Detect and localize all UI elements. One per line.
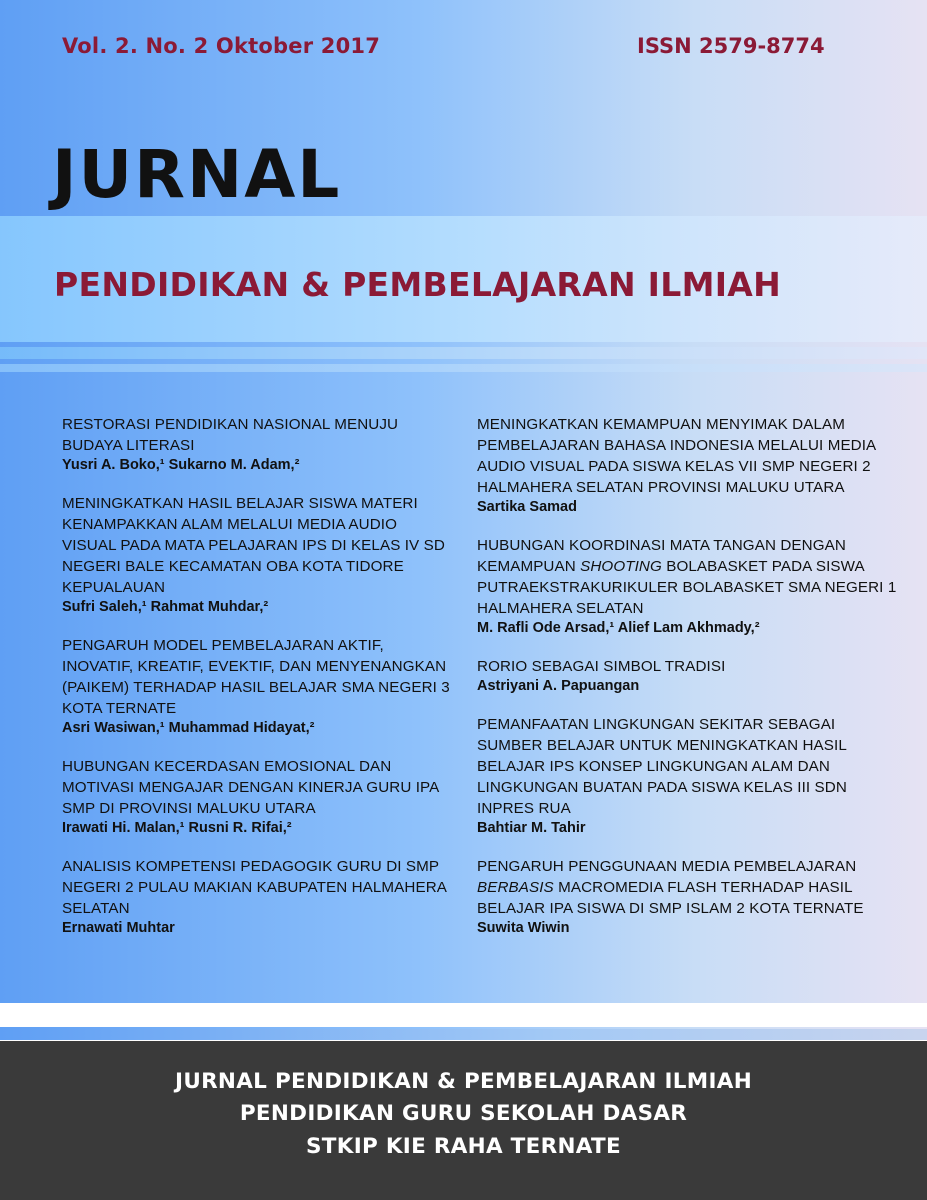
article-entry	[62, 493, 452, 617]
decorative-stripe	[0, 1003, 927, 1027]
journal-subtitle: PENDIDIKAN & PEMBELAJARAN ILMIAH	[54, 265, 782, 304]
contents-left-column	[62, 414, 452, 956]
article-authors: M. Rafli Ode Arsad,¹ Alief Lam Akhmady,²	[477, 620, 760, 636]
article-entry	[477, 414, 897, 517]
article-authors: Astriyani A. Papuangan	[477, 678, 640, 694]
article-title: MENINGKATKAN HASIL BELAJAR SISWA MATERI KENAMPAKKAN ALAM MELALUI MEDIA AUDIO VISUAL PADA MATA PELAJARAN IPS DI KELAS IV SD NEGERI BALE KECAMATAN OBA KOTA TIDORE KEPUALAUAN	[62, 495, 445, 596]
article-title: PENGARUH MODEL PEMBELAJARAN AKTIF, INOVATIF, KREATIF, EVEKTIF, DAN MENYENANGKAN (PAIKEM) TERHADAP HASIL BELAJAR SMA NEGERI 3 KOTA TERNATE	[62, 637, 450, 717]
article-entry	[62, 414, 452, 475]
article-title: PEMANFAATAN LINGKUNGAN SEKITAR SEBAGAI SUMBER BELAJAR UNTUK MENINGKATKAN HASIL BELAJAR IPS KONSEP LINGKUNGAN ALAM DAN LINGKUNGAN BUATAN PADA SISWA KELAS III SDN INPRES RUA	[477, 716, 847, 817]
article-authors: Yusri A. Boko,¹ Sukarno M. Adam,²	[62, 457, 300, 473]
article-title: HUBUNGAN KECERDASAN EMOSIONAL DAN MOTIVASI MENGAJAR DENGAN KINERJA GURU IPA SMP DI PROVINSI MALUKU UTARA	[62, 758, 439, 817]
journal-title: JURNAL	[52, 136, 342, 213]
article-entry	[62, 635, 452, 738]
article-title: MENINGKATKAN KEMAMPUAN MENYIMAK DALAM PEMBELAJARAN BAHASA INDONESIA MELALUI MEDIA AUDIO VISUAL PADA SISWA KELAS VII SMP NEGERI 2 HALMAHERA SELATAN PROVINSI MALUKU UTARA	[477, 416, 876, 496]
issn-number: ISSN 2579-8774	[637, 34, 825, 58]
article-title: ANALISIS KOMPETENSI PEDAGOGIK GURU DI SMP NEGERI 2 PULAU MAKIAN KABUPATEN HALMAHERA SELATAN	[62, 858, 447, 917]
article-authors: Irawati Hi. Malan,¹ Rusni R. Rifai,²	[62, 820, 292, 836]
decorative-stripe	[0, 364, 927, 372]
decorative-stripe	[0, 1029, 927, 1040]
footer-journal-name: JURNAL PENDIDIKAN & PEMBELAJARAN ILMIAH	[175, 1069, 752, 1094]
article-title	[477, 535, 897, 619]
article-authors: Bahtiar M. Tahir	[477, 820, 586, 836]
article-authors: Asri Wasiwan,¹ Muhammad Hidayat,²	[62, 720, 315, 736]
footer-program-name: PENDIDIKAN GURU SEKOLAH DASAR	[239, 1101, 688, 1126]
article-entry	[62, 756, 452, 838]
contents-right-column	[477, 414, 897, 956]
article-title-italic: SHOOTING	[580, 558, 662, 575]
article-title-part: BOLABASKET PADA SISWA PUTRAEKSTRAKURIKULER BOLABASKET SMA NEGERI 1 HALMAHERA SELATAN	[477, 558, 897, 617]
article-authors: Sufri Saleh,¹ Rahmat Muhdar,²	[62, 599, 269, 615]
article-entry	[477, 856, 897, 938]
article-title: RESTORASI PENDIDIKAN NASIONAL MENUJU BUDAYA LITERASI	[62, 416, 399, 454]
article-title-part: MACROMEDIA FLASH TERHADAP HASIL BELAJAR IPA SISWA DI SMP ISLAM 2 KOTA TERNATE	[477, 879, 864, 917]
decorative-stripe	[0, 347, 927, 359]
article-title-italic: BERBASIS	[477, 879, 554, 896]
article-title-part: HUBUNGAN KOORDINASI MATA TANGAN DENGAN KEMAMPUAN	[477, 537, 846, 575]
article-title: RORIO SEBAGAI SIMBOL TRADISI	[477, 658, 726, 675]
article-title-part: PENGARUH PENGGUNAAN MEDIA PEMBELAJARAN	[477, 858, 857, 875]
article-entry	[477, 714, 897, 838]
article-authors: Ernawati Muhtar	[62, 920, 175, 936]
article-authors: Suwita Wiwin	[477, 920, 570, 936]
footer-institution: STKIP KIE RAHA TERNATE	[305, 1134, 622, 1159]
article-entry	[62, 856, 452, 938]
article-entry	[477, 656, 897, 696]
volume-info: Vol. 2. No. 2 Oktober 2017	[62, 34, 381, 58]
article-authors: Sartika Samad	[477, 499, 577, 515]
article-title	[477, 856, 897, 919]
article-entry	[477, 535, 897, 638]
